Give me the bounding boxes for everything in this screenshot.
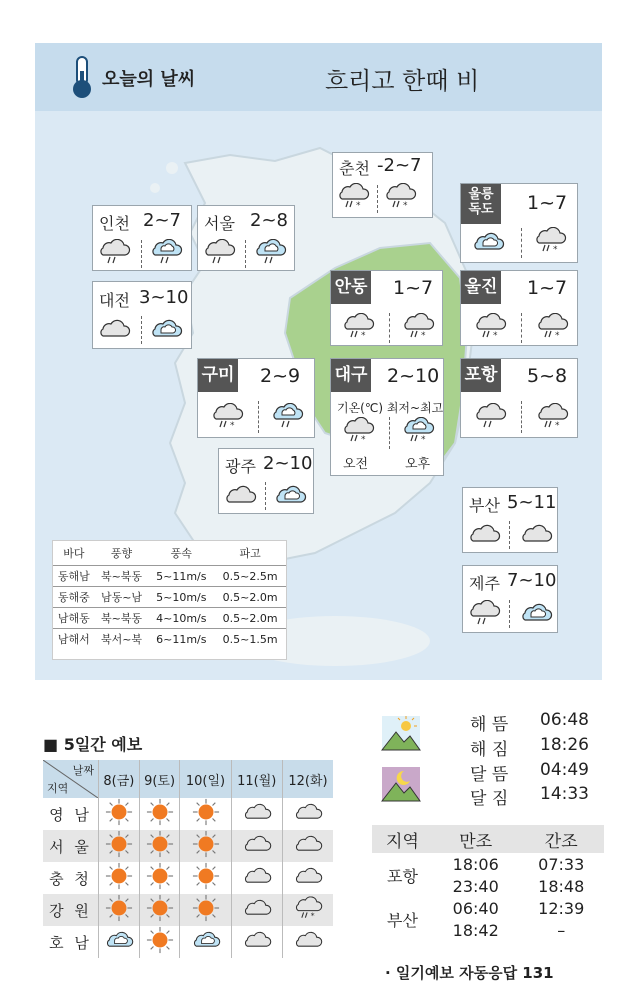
- divider: [258, 401, 259, 433]
- rain-icon: [202, 239, 236, 265]
- forecast-region: 강 원: [43, 894, 99, 926]
- forecast-day: 10(일): [180, 760, 231, 798]
- forecast-cell: [99, 830, 140, 862]
- rain-snow-icon: [383, 183, 417, 209]
- tide-cell: 18:48: [538, 876, 585, 896]
- divider: [377, 185, 378, 213]
- sunny-icon: [105, 894, 133, 922]
- legend-pm-label: 오후: [405, 457, 431, 472]
- city-temp: 1~7: [527, 192, 568, 214]
- forecast-cell: [231, 926, 282, 958]
- rain-snow-icon: [535, 313, 569, 339]
- sea-cell: 0.5~1.5m: [222, 632, 278, 646]
- sea-cell: 남해동: [53, 608, 95, 629]
- divider: [521, 401, 522, 433]
- table-row: [43, 862, 333, 894]
- sunny-icon: [105, 862, 133, 890]
- tide-cell: –: [557, 920, 566, 940]
- partly-cloudy-icon: [519, 600, 553, 626]
- city-tag: 안동: [331, 271, 371, 304]
- forecast-cell: [282, 862, 333, 894]
- city-tag: 울진: [461, 271, 501, 304]
- moonrise-time: 04:49: [540, 760, 589, 780]
- partly-cloudy-icon: [191, 928, 221, 952]
- city-temp: 2~10: [263, 453, 313, 474]
- rain-snow-icon: [341, 313, 375, 339]
- forecast-cell: [282, 830, 333, 862]
- moon-mountain-icon: [380, 763, 422, 803]
- sun-mountain-icon: [380, 712, 422, 752]
- partly-cloudy-icon: [104, 928, 134, 952]
- table-row: [372, 853, 604, 875]
- sunny-icon: [192, 894, 220, 922]
- city-name: 인천: [99, 214, 130, 233]
- city-temp: 2~10: [387, 365, 440, 387]
- city-temp: 5~11: [507, 492, 557, 513]
- sea-cell: 동해중: [53, 587, 95, 608]
- legend-am-label: 오전: [343, 457, 369, 472]
- sea-cell: 4~10m/s: [148, 608, 214, 629]
- sea-cell: 남해서: [57, 633, 90, 646]
- city-temp: 2~9: [260, 365, 301, 387]
- forecast-cell: [180, 798, 231, 830]
- five-day-forecast: [43, 732, 328, 952]
- partly-cloudy-rain-icon: [253, 239, 287, 265]
- city-name: 광주: [225, 457, 256, 476]
- tide-cell: 06:40: [452, 898, 499, 918]
- tide-region: 부산: [387, 910, 418, 930]
- moonrise-label: 달 뜸: [470, 765, 509, 785]
- city-card-daejeon: [92, 281, 192, 349]
- rain-snow-icon: [293, 896, 323, 920]
- divider: [509, 521, 510, 549]
- divider: [521, 228, 522, 258]
- sea-cell: 0.5~2.5m: [214, 566, 286, 587]
- divider: [141, 316, 142, 344]
- tide-header: 만조: [433, 825, 519, 853]
- cloudy-icon: [242, 928, 272, 952]
- rain-icon: [97, 239, 131, 265]
- legend-temp-label: 기온(℃) 최저~최고: [337, 401, 444, 415]
- divider: [141, 240, 142, 268]
- tide-cell: 07:33: [538, 854, 585, 874]
- cloudy-icon: [242, 896, 272, 920]
- forecast-region: 호 남: [49, 933, 92, 952]
- sunny-icon: [146, 798, 174, 826]
- city-card-ulleung: [460, 183, 578, 263]
- partly-cloudy-rain-icon: [149, 239, 183, 265]
- city-temp: 5~8: [527, 365, 568, 387]
- sea-header: 풍향: [95, 541, 149, 566]
- forecast-region: 영 남: [49, 805, 92, 824]
- city-card-seoul: [197, 205, 295, 271]
- city-card-gwangju: [218, 448, 314, 514]
- forecast-cell: [180, 926, 231, 958]
- sunny-icon: [146, 830, 174, 858]
- forecast-region: 충 청: [49, 869, 92, 888]
- city-card-pohang: [460, 358, 578, 438]
- city-temp: 2~8: [250, 210, 288, 231]
- sea-cell: 동해남: [53, 566, 95, 587]
- rain-snow-icon: [401, 313, 435, 339]
- forecast-cell: [180, 862, 231, 894]
- forecast-cell: [282, 926, 333, 958]
- partly-cloudy-icon: [471, 229, 505, 255]
- city-card-uljin: [460, 270, 578, 346]
- forecast-cell: [139, 862, 180, 894]
- table-row: [43, 894, 333, 926]
- city-temp: 1~7: [393, 277, 434, 299]
- sea-cell: 0.5~2.0m: [214, 587, 286, 608]
- forecast-cell: [231, 798, 282, 830]
- cloudy-icon: [467, 521, 501, 547]
- rain-snow-icon: [210, 403, 244, 429]
- forecast-day: 11(월): [231, 760, 282, 798]
- sunny-icon: [105, 798, 133, 826]
- moonset-label: 달 짐: [470, 789, 509, 809]
- city-name: 춘천: [339, 159, 370, 178]
- sea-conditions-table: [52, 540, 287, 660]
- divider: [389, 417, 390, 449]
- city-tag: 울릉 독도: [461, 184, 501, 224]
- forecast-cell: [180, 894, 231, 926]
- partly-cloudy-rain-icon: [270, 403, 304, 429]
- sunny-icon: [146, 894, 174, 922]
- forecast-cell: [180, 830, 231, 862]
- city-card-andong: [330, 270, 443, 346]
- moonset-time: 14:33: [540, 784, 589, 804]
- cloudy-icon: [97, 316, 131, 342]
- divider: [521, 313, 522, 343]
- forecast-cell: [282, 798, 333, 830]
- tide-cell: 18:42: [452, 920, 499, 940]
- page-title: 오늘의 날씨: [102, 69, 196, 90]
- auto-response-line: · 일기예보 자동응답 131: [385, 964, 554, 982]
- forecast-region: 서 울: [43, 830, 99, 862]
- table-row: [43, 798, 333, 830]
- city-name: 대전: [99, 291, 130, 310]
- cloudy-icon: [293, 832, 323, 856]
- city-card-busan: [462, 487, 558, 553]
- sunny-icon: [146, 862, 174, 890]
- partly-cloudy-snow-icon: [401, 417, 435, 443]
- tide-cell: 23:40: [452, 876, 499, 896]
- forecast-cell: [231, 830, 282, 862]
- sea-cell: 남동~남: [95, 587, 149, 608]
- tide-header: 지역: [372, 825, 433, 853]
- sunny-icon: [146, 926, 174, 954]
- forecast-day: 12(화): [282, 760, 333, 798]
- forecast-cell: [99, 862, 140, 894]
- sea-header: 파고: [214, 541, 286, 566]
- table-row: [53, 587, 286, 608]
- sunny-icon: [192, 830, 220, 858]
- sea-header: 풍속: [148, 541, 214, 566]
- city-card-daegu: [330, 358, 444, 476]
- city-card-incheon: [92, 205, 192, 271]
- forecast-cell: [139, 926, 180, 958]
- city-card-chuncheon: [332, 152, 433, 218]
- table-row: [53, 608, 286, 629]
- corner-cell: [43, 760, 99, 798]
- rain-snow-icon: [336, 183, 370, 209]
- weather-summary: 흐리고 한때 비: [325, 67, 480, 95]
- corner-bottom-label: 지역: [47, 782, 69, 795]
- tide-region: 포항: [387, 866, 418, 886]
- table-row: [43, 926, 333, 958]
- city-temp: 1~7: [527, 277, 568, 299]
- sea-cell: 5~10m/s: [148, 587, 214, 608]
- cloudy-icon: [293, 928, 323, 952]
- cloudy-icon: [242, 832, 272, 856]
- divider: [389, 313, 390, 343]
- rain-icon: [473, 403, 507, 429]
- sea-cell: 북~북동: [95, 566, 149, 587]
- sea-cell: 북~북동: [95, 608, 149, 629]
- forecast-cell: [231, 894, 282, 926]
- forecast-cell: [231, 862, 282, 894]
- city-tag: 대구: [331, 359, 371, 392]
- cloudy-icon: [242, 864, 272, 888]
- tide-cell: 18:06: [452, 854, 499, 874]
- corner-top-label: 날짜: [72, 764, 94, 777]
- cloudy-icon: [293, 800, 323, 824]
- partly-cloudy-icon: [273, 482, 307, 508]
- table-row: [53, 629, 286, 650]
- divider: [245, 240, 246, 268]
- city-tag: 포항: [461, 359, 501, 392]
- divider: [509, 600, 510, 628]
- forecast-title: ■ 5일간 예보: [43, 735, 143, 754]
- forecast-cell: [139, 894, 180, 926]
- forecast-cell: [139, 798, 180, 830]
- rain-snow-icon: [533, 227, 567, 253]
- cloudy-icon: [242, 800, 272, 824]
- sunny-icon: [192, 798, 220, 826]
- sea-cell: 북서~북: [100, 633, 143, 646]
- table-row: [53, 566, 286, 587]
- sea-cell: 6~11m/s: [156, 632, 207, 646]
- cloudy-icon: [223, 482, 257, 508]
- rain-snow-icon: [341, 417, 375, 443]
- cloudy-icon: [293, 864, 323, 888]
- forecast-day: 9(토): [139, 760, 180, 798]
- rain-snow-icon: [535, 403, 569, 429]
- city-temp: 3~10: [139, 287, 189, 308]
- sunrise-label: 해 뜸: [470, 715, 509, 735]
- city-card-gumi: [197, 358, 315, 438]
- sea-header: 바다: [53, 541, 95, 566]
- table-row: [43, 830, 333, 862]
- table-row: [372, 897, 604, 919]
- forecast-day: 8(금): [99, 760, 140, 798]
- tide-header: 간조: [518, 825, 604, 853]
- city-temp: 2~7: [143, 210, 181, 231]
- divider: [265, 482, 266, 510]
- forecast-cell: [99, 798, 140, 830]
- forecast-table: [43, 760, 333, 958]
- forecast-cell: [99, 926, 140, 958]
- city-name: 부산: [469, 496, 500, 515]
- rain-snow-icon: [473, 313, 507, 339]
- city-card-jeju: [462, 565, 558, 633]
- sunrise-time: 06:48: [540, 710, 589, 730]
- sunset-time: 18:26: [540, 735, 589, 755]
- forecast-cell: [99, 894, 140, 926]
- tide-cell: 12:39: [538, 898, 585, 918]
- cloudy-icon: [519, 521, 553, 547]
- rain-icon: [467, 600, 501, 626]
- city-temp: -2~7: [377, 155, 422, 176]
- tide-table: [372, 825, 604, 941]
- city-tag: 구미: [198, 359, 238, 392]
- sunset-label: 해 짐: [470, 740, 509, 760]
- forecast-cell: [282, 894, 333, 926]
- sunny-icon: [105, 830, 133, 858]
- sea-cell: 5~11m/s: [148, 566, 214, 587]
- sunny-icon: [192, 862, 220, 890]
- city-name: 제주: [469, 574, 500, 593]
- sea-cell: 0.5~2.0m: [214, 608, 286, 629]
- city-name: 서울: [204, 214, 235, 233]
- forecast-cell: [139, 830, 180, 862]
- city-temp: 7~10: [507, 570, 557, 591]
- partly-cloudy-icon: [149, 316, 183, 342]
